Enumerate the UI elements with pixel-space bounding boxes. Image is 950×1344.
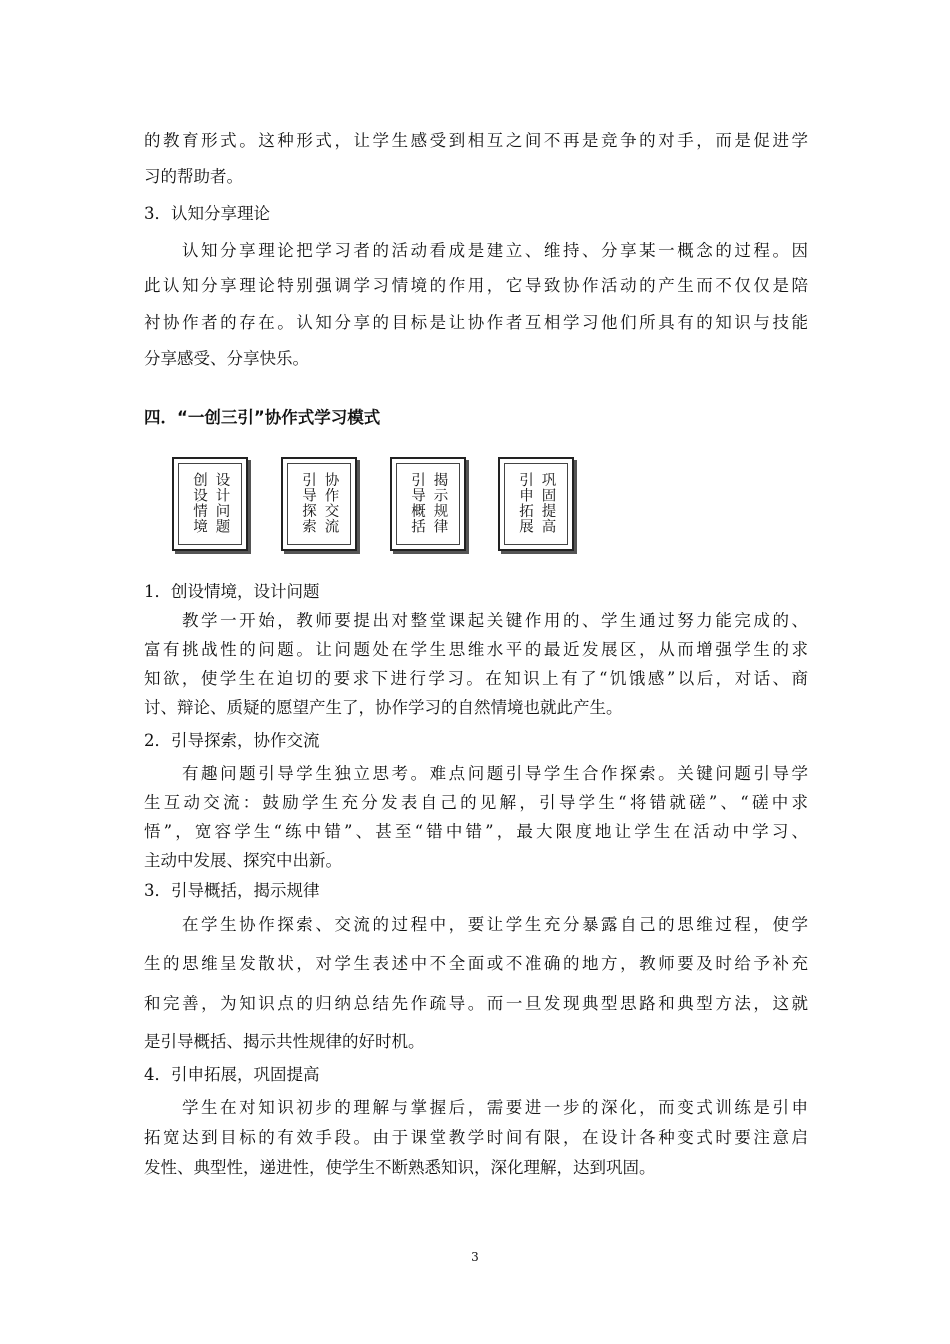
paragraph-line: 分享感受、分享快乐。: [144, 349, 309, 368]
paragraph-line: 认知分享理论把学习者的活动看成是建立、维持、分享某一概念的过程。因: [182, 241, 808, 260]
subsection-title: 2．引导探索，协作交流: [144, 731, 320, 750]
paragraph-line: 主动中发展、探究中出新。: [144, 851, 342, 870]
paragraph-line: 有趣问题引导学生独立思考。难点问题引导学生合作探索。关键问题引导学: [182, 764, 808, 783]
paragraph-line: 此认知分享理论特别强调学习情境的作用，它导致协作活动的产生而不仅仅是陪: [144, 276, 808, 295]
paragraph-line: 在学生协作探索、交流的过程中，要让学生充分暴露自己的思维过程，使学: [182, 915, 808, 934]
page-number: 3: [471, 1250, 479, 1264]
subsection-title: 4．引申拓展，巩固提高: [144, 1065, 320, 1084]
paragraph-line: 衬协作者的存在。认知分享的目标是让协作者互相学习他们所具有的知识与技能: [144, 313, 808, 332]
diagram-label: 巩固提高: [539, 472, 556, 534]
paragraph-line: 学生在对知识初步的理解与掌握后，需要进一步的深化，而变式训练是引申: [182, 1098, 808, 1117]
diagram-box: [390, 457, 466, 551]
diagram-label: 引导探索: [300, 472, 316, 534]
paragraph-line: 发性、典型性，递进性，使学生不断熟悉知识，深化理解，达到巩固。: [144, 1158, 656, 1177]
diagram-label: 引申拓展: [517, 472, 533, 534]
paragraph-line: 是引导概括、揭示共性规律的好时机。: [144, 1032, 425, 1051]
paragraph-line: 的教育形式。这种形式，让学生感受到相互之间不再是竞争的对手，而是促进学: [144, 131, 808, 150]
paragraph-line: 讨、辩论、质疑的愿望产生了，协作学习的自然情境也就此产生。: [144, 698, 623, 717]
paragraph-line: 生的思维呈发散状，对学生表述中不全面或不准确的地方，教师要及时给予补充: [144, 954, 808, 973]
section-heading: 四．“一创三引”协作式学习模式: [144, 408, 381, 427]
diagram-label: 引导概括: [409, 472, 425, 534]
paragraph-line: 和完善，为知识点的归纳总结先作疏导。而一旦发现典型思路和典型方法，这就: [144, 994, 808, 1013]
paragraph-line: 知欲，使学生在迫切的要求下进行学习。在知识上有了“饥饿感”以后，对话、商: [144, 669, 808, 688]
paragraph-line: 教学一开始，教师要提出对整堂课起关键作用的、学生通过努力能完成的、: [182, 611, 808, 630]
paragraph-line: 拓宽达到目标的有效手段。由于课堂教学时间有限，在设计各种变式时要注意启: [144, 1128, 808, 1147]
diagram-label: 设计问题: [213, 472, 230, 534]
diagram-label: 协作交流: [322, 472, 339, 534]
diagram-box: [498, 457, 574, 551]
diagram-label: 创设情境: [191, 472, 207, 534]
subsection-title: 1．创设情境，设计问题: [144, 582, 320, 601]
paragraph-line: 富有挑战性的问题。让问题处在学生思维水平的最近发展区，从而增强学生的求: [144, 640, 808, 659]
diagram-box: [172, 457, 248, 551]
paragraph-line: 习的帮助者。: [144, 167, 243, 186]
subsection-title: 3．引导概括，揭示规律: [144, 881, 320, 900]
model-diagram: [166, 457, 586, 553]
diagram-box: [281, 457, 357, 551]
paragraph-line: 生互动交流：鼓励学生充分发表自己的见解，引导学生“将错就磋”、“磋中求: [144, 793, 808, 812]
subsection-title: 3．认知分享理论: [144, 204, 270, 223]
diagram-label: 揭示规律: [431, 472, 448, 534]
paragraph-line: 悟”，宽容学生“练中错”、甚至“错中错”，最大限度地让学生在活动中学习、: [144, 822, 808, 841]
